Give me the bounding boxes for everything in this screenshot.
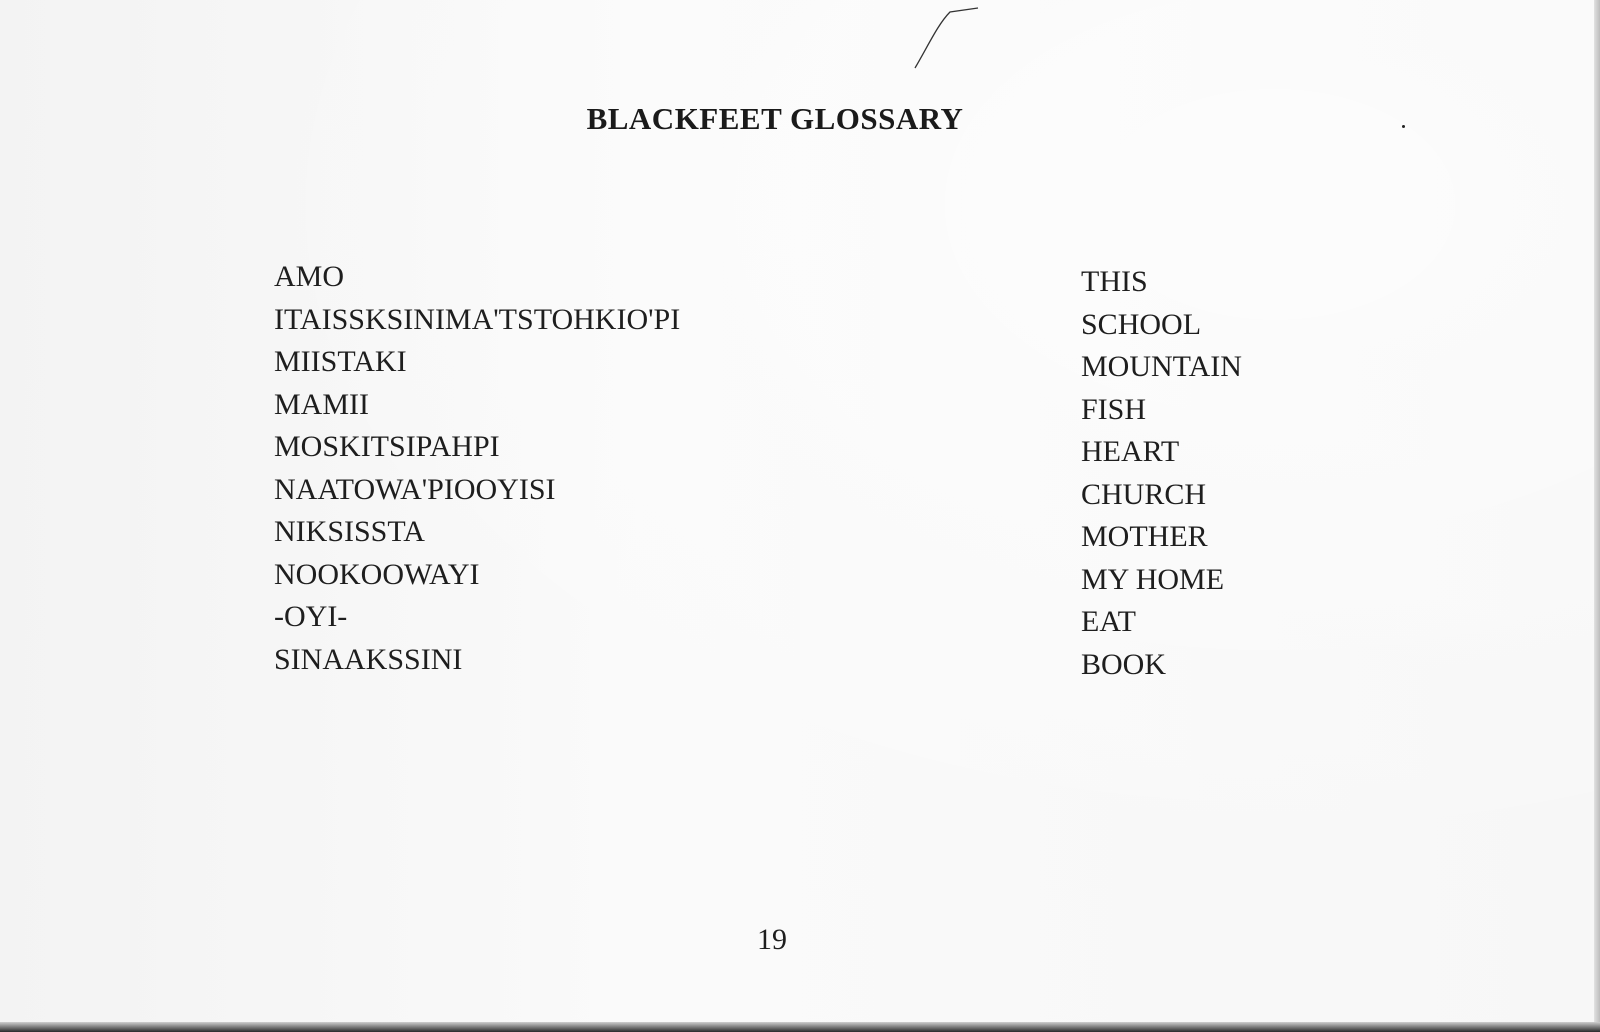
blackfeet-word: MAMII [274,387,369,421]
pen-stroke-mark [910,6,980,70]
english-word: BOOK [1081,647,1167,681]
english-word: THIS [1081,265,1148,298]
page-edge-right [1594,0,1600,1032]
blackfeet-word-column [274,256,680,681]
blackfeet-word: MIISTAKI [274,345,407,378]
glossary-title: BLACKFEET GLOSSARY [586,101,964,136]
english-word: MY HOME [1081,562,1225,596]
blackfeet-word: NAATOWA'PIOOYISI [274,472,556,506]
blackfeet-word: NOOKOOWAYI [274,557,480,591]
blackfeet-word: -OYI- [274,600,348,633]
blackfeet-word: ITAISSKSINIMA'TSTOHKIO'PI [274,302,681,336]
blackfeet-word: SINAAKSSINI [274,642,463,676]
page-edge-bottom [0,1022,1600,1032]
english-word: SCHOOL [1081,307,1202,341]
english-word: MOUNTAIN [1081,350,1242,383]
english-word: HEART [1081,435,1180,468]
blackfeet-word: NIKSISSTA [274,515,425,548]
page-number: 19 [757,923,787,956]
english-word: EAT [1081,605,1136,638]
english-word: CHURCH [1081,477,1207,511]
english-word: MOTHER [1081,520,1208,553]
blackfeet-word: AMO [274,260,345,293]
blackfeet-word: MOSKITSIPAHPI [274,430,500,463]
english-word: FISH [1081,392,1147,426]
english-word-column [1081,261,1242,686]
